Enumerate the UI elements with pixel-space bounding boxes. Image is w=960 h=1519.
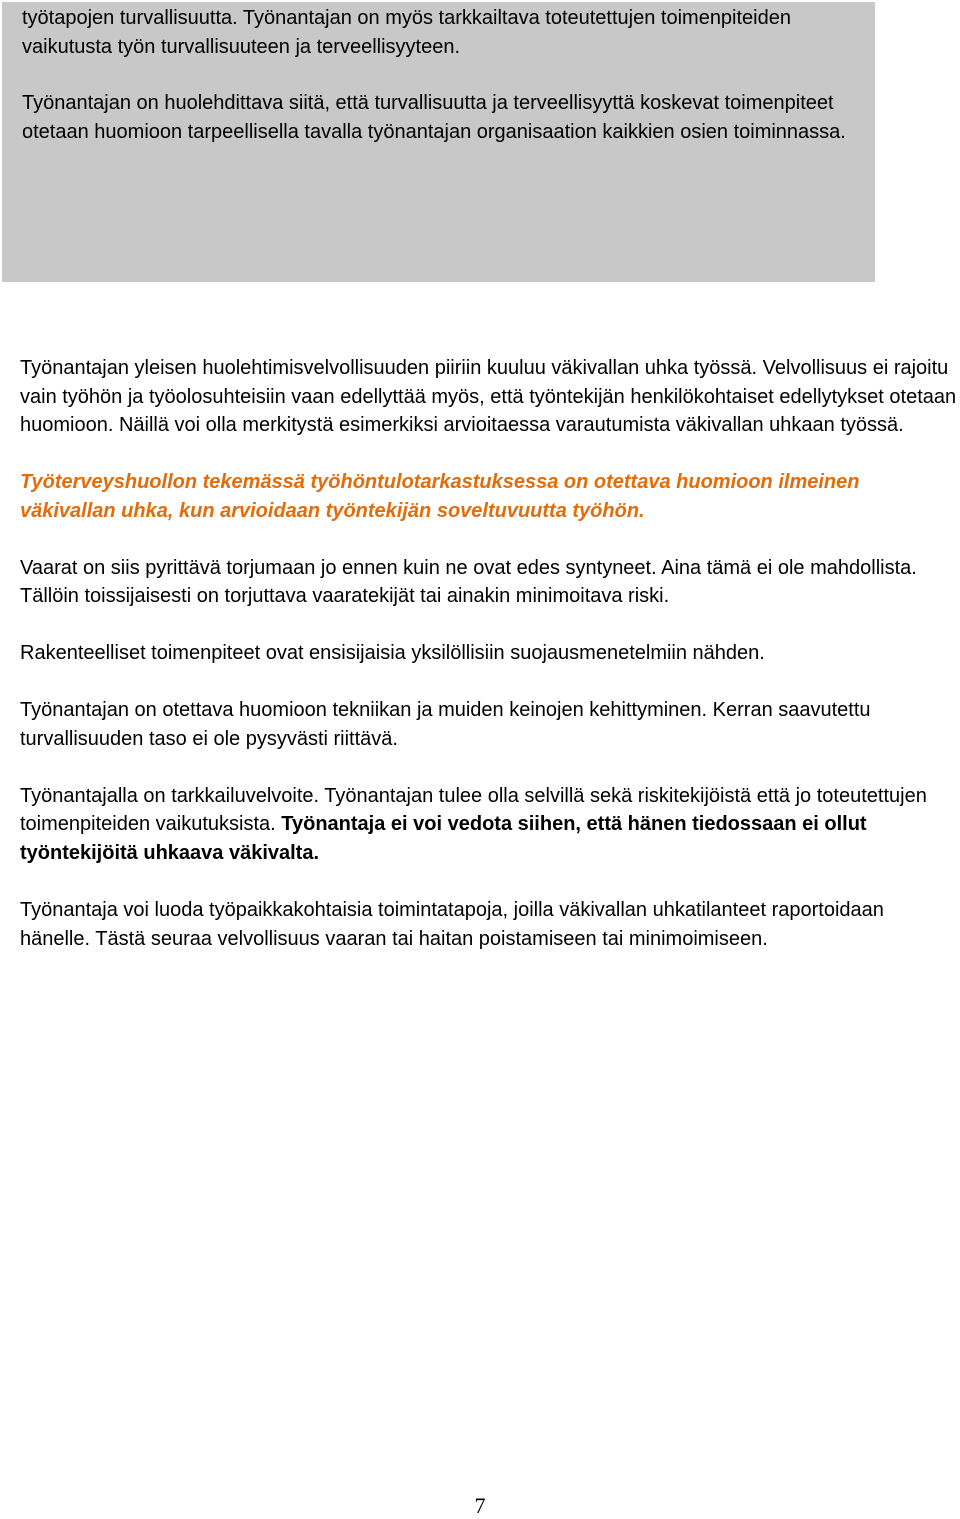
box-paragraph-2: Työnantajan on huolehdittava siitä, että turvallisuutta ja terveellisyyttä koskevat toimenpiteet otetaan huomioon tarpeellisella tavalla työnantajan organisaation kaikkien osien toiminnassa. [22,92,846,143]
monitoring-obligation-bold-text: Työnantaja ei voi vedota siihen, että hänen tiedossaan ei ollut työntekijöitä uhkaava väkivalta. [20,813,867,865]
box-paragraph-1: työtapojen turvallisuutta. Työnantajan on myös tarkkailtava toteutettujen toimenpiteiden vaikutusta työn turvallisuuteen ja terveellisyyteen. [22,7,791,58]
page-number: 7 [474,1493,486,1518]
paragraph-prevent-hazards: Vaarat on siis pyrittävä torjumaan jo ennen kuin ne ovat edes syntyneet. Aina tämä ei ole mahdollista. Tällöin toissijaisesti on torjuttava vaaratekijät tai ainakin minimoitava riski. [20,556,917,608]
paragraph-workplace-procedures: Työnantaja voi luoda työpaikkakohtaisia toimintatapoja, joilla väkivallan uhkatilanteet raportoidaan hänelle. Tästä seuraa velvollisuus vaaran tai haitan poistamiseen tai minimoimiseen. [20,899,884,950]
paragraph-structural-measures: Rakenteelliset toimenpiteet ovat ensisijaisia yksilöllisiin suojausmenetelmiin nähden. [20,642,765,665]
monitoring-obligation-text: Työnantajalla on tarkkailuvelvoite. Työnantajan tulee olla selvillä sekä riskitekijöistä että jo toteutettujen toimenpiteiden vaikutuksista. [20,784,927,836]
paragraph-monitoring-obligation [20,782,958,868]
paragraph-technology-development: Työnantajan on otettava huomioon tekniikan ja muiden keinojen kehittyminen. Kerran saavutettu turvallisuuden taso ei ole pysyvästi riittävä. [20,699,871,750]
paragraph-occupational-health-emphasis: Työterveyshuollon tekemässä työhöntulotarkastuksessa on otettava huomioon ilmeinen väkivallan uhka, kun arvioidaan työntekijän soveltuvuutta työhön. [20,471,860,522]
body-text [20,354,958,953]
paragraph-violence-threat: Työnantajan yleisen huolehtimisvelvollisuuden piiriin kuuluu väkivallan uhka työssä. Velvollisuus ei rajoitu vain työhön ja työolosuhteisiin vaan edellyttää myös, että työntekijän henkilökohtaiset edellytykset otetaan huomioon. Näillä voi olla merkitystä esimerkiksi arvioitaessa varautumista väkivallan uhkaan työssä. [20,357,957,437]
highlighted-text-box [2,2,875,282]
